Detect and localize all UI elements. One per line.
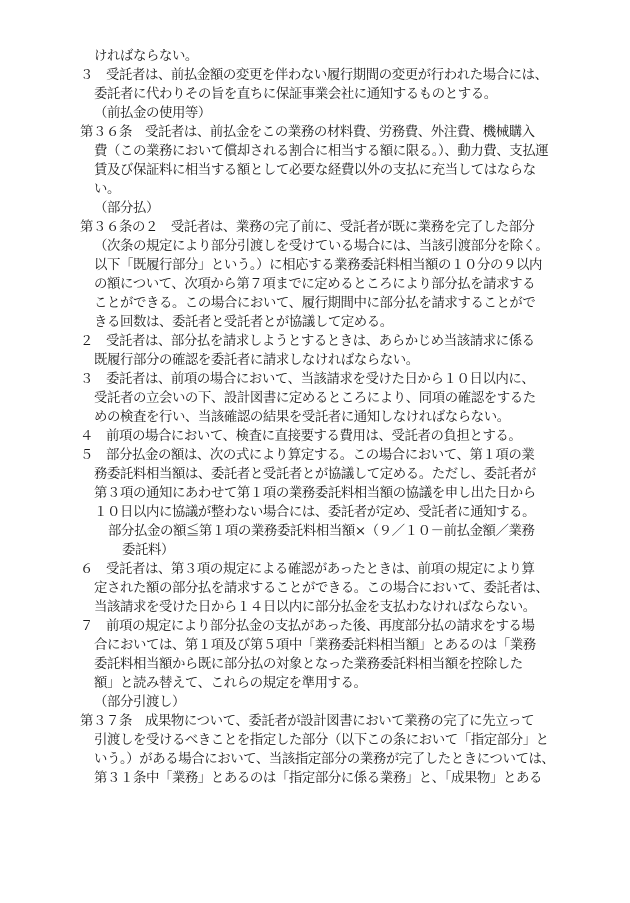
text-line: 務委託料相当額は、委託者と受託者とが協議して定める。ただし、委託者が <box>94 467 536 482</box>
text-line: 額」と読み替えて、これらの規定を準用する。 <box>94 676 367 691</box>
text-line: 第３項の通知にあわせて第１項の業務委託料相当額の協議を申し出た日から <box>94 486 536 501</box>
text-line: きる回数は、委託者と受託者とが協議して定める。 <box>94 315 393 330</box>
text-line: １０日以内に協議が整わない場合には、委託者が定め、受託者に通知する。 <box>94 505 536 520</box>
text-line: 費（この業務において償却される割合に相当する額に限る。）、動力費、支払運 <box>94 144 549 159</box>
text-line: 既履行部分の確認を委託者に請求しなければならない。 <box>94 353 419 368</box>
text-line: の額について、次項から第７項までに定めるところにより部分払を請求する <box>94 277 536 292</box>
text-line: 第３６条の２ 受託者は、業務の完了前に、受託者が既に業務を完了した部分 <box>80 220 535 235</box>
formula-line: 委託料） <box>122 543 174 558</box>
text-line: 引渡しを受けるべきことを指定した部分（以下この条において「指定部分」と <box>94 733 549 748</box>
text-line: ７ 前項の規定により部分払金の支払があった後、再度部分払の請求をする場 <box>80 619 535 634</box>
text-line: 賃及び保証料に相当する額として必要な経費以外の支払に充当してはならな <box>94 163 536 178</box>
section-heading: （部分払） <box>94 201 159 216</box>
formula-line: 部分払金の額≦第１項の業務委託料相当額×（９／１０－前払金額／業務 <box>108 524 535 539</box>
text-line: 委託者に代わりその旨を直ちに保証事業会社に通知するものとする。 <box>94 87 497 102</box>
text-line: 第３１条中「業務」とあるのは「指定部分に係る業務」と、「成果物」とある <box>94 771 542 786</box>
text-line: ２ 受託者は、部分払を請求しようとするときは、あらかじめ当該請求に係る <box>80 334 535 349</box>
text-line: ４ 前項の場合において、検査に直接要する費用は、受託者の負担とする。 <box>80 429 522 444</box>
text-line: 第３６条 受託者は、前払金をこの業務の材料費、労務費、外注費、機械購入 <box>80 125 535 140</box>
text-line: 定された額の部分払を請求することができる。この場合において、委託者は、 <box>94 581 549 596</box>
text-line: ３ 委託者は、前項の場合において、当該請求を受けた日から１０日以内に、 <box>80 372 535 387</box>
text-line: 第３７条 成果物について、委託者が設計図書において業務の完了に先立って <box>80 714 535 729</box>
text-line: いう。）がある場合において、当該指定部分の業務が完了したときについては、 <box>94 752 555 767</box>
text-line: 当該請求を受けた日から１４日以内に部分払金を支払わなければならない。 <box>94 600 536 615</box>
text-line: ３ 受託者は、前払金額の変更を伴わない履行期間の変更が行われた場合には、 <box>80 68 548 83</box>
text-line: ５ 部分払金の額は、次の式により算定する。この場合において、第１項の業 <box>80 448 535 463</box>
text-line: い。 <box>94 182 120 197</box>
text-line: めの検査を行い、当該確認の結果を受託者に通知しなければならない。 <box>94 410 510 425</box>
text-line: 委託料相当額から既に部分払の対象となった業務委託料相当額を控除した <box>94 657 523 672</box>
text-line: 合においては、第１項及び第５項中「業務委託料相当額」とあるのは「業務 <box>94 638 536 653</box>
text-line: ことができる。この場合において、履行期間中に部分払を請求することがで <box>94 296 536 311</box>
text-line: 受託者の立会いの下、設計図書に定めるところにより、同項の確認をするた <box>94 391 536 406</box>
text-line: ６ 受託者は、第３項の規定による確認があったときは、前項の規定により算 <box>80 562 535 577</box>
section-heading: （前払金の使用等） <box>94 106 211 121</box>
text-line: 以下「既履行部分」という。）に相応する業務委託料相当額の１０分の９以内 <box>94 258 542 273</box>
section-heading: （部分引渡し） <box>94 695 185 710</box>
text-line: （次条の規定により部分引渡しを受けている場合には、当該引渡部分を除く。 <box>94 239 549 254</box>
text-line: ければならない。 <box>94 49 198 64</box>
